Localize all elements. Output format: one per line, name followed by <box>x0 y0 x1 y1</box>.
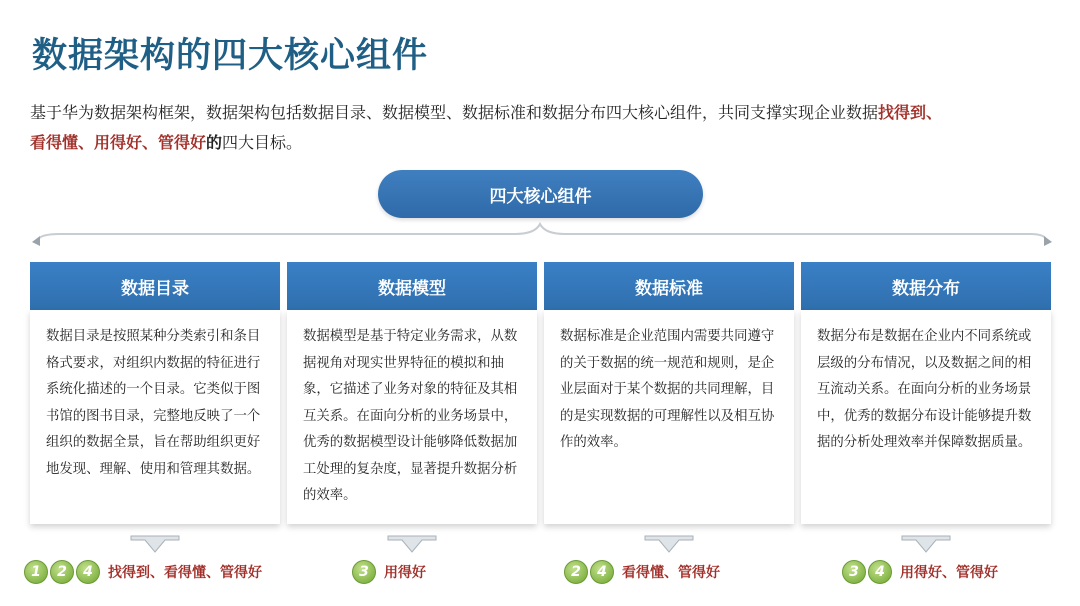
intro-text-b: 四大目标。 <box>222 133 303 152</box>
goal-row-model <box>352 560 426 584</box>
goal-text: 找得到、看得懂、管得好 <box>108 565 262 581</box>
column-data-standard <box>544 262 794 524</box>
column-body: 数据标准是企业范围内需要共同遵守的关于数据的统一规范和规则，是企业层面对于某个数据的共同理解，目的是实现数据的可理解性以及相互协作的效率。 <box>544 310 794 524</box>
intro-highlight-2: 看得懂、用得好、管得好 <box>30 133 207 152</box>
intro-paragraph <box>30 98 1060 158</box>
goal-number-badge: 4 <box>76 560 100 584</box>
goal-row-standard <box>564 560 720 584</box>
brace-connector <box>0 218 1080 258</box>
goal-number-badge: 2 <box>50 560 74 584</box>
column-header: 数据分布 <box>801 262 1051 310</box>
column-body: 数据目录是按照某种分类索引和条目格式要求，对组织内数据的特征进行系统化描述的一个目录。它类似于图书馆的图书目录，完整地反映了一个组织的数据全景，旨在帮助组织更好地发现、理解、使用和管理其数据。 <box>30 310 280 524</box>
column-body: 数据模型是基于特定业务需求，从数据视角对现实世界特征的模拟和抽象，它描述了业务对象的特征及其相互关系。在面向分析的业务场景中，优秀的数据模型设计能够降低数据加工处理的复杂度，显著提升数据分析的效率。 <box>287 310 537 524</box>
goal-text: 看得懂、管得好 <box>622 565 720 581</box>
goal-text: 用得好、管得好 <box>900 565 998 581</box>
down-arrow-icon <box>639 534 699 554</box>
goal-number-badge: 2 <box>564 560 588 584</box>
down-arrow-icon <box>896 534 956 554</box>
column-header: 数据目录 <box>30 262 280 310</box>
core-components-pill: 四大核心组件 <box>378 170 703 218</box>
intro-text-a: 基于华为数据架构框架，数据架构包括数据目录、数据模型、数据标准和数据分布四大核心组件，共同支撑实现企业数据 <box>30 103 879 122</box>
down-arrow-icon <box>382 534 442 554</box>
down-arrow-icon <box>125 534 185 554</box>
column-body: 数据分布是数据在企业内不同系统或层级的分布情况，以及数据之间的相互流动关系。在面向分析的业务场景中，优秀的数据分布设计能够提升数据的分析处理效率并保障数据质量。 <box>801 310 1051 524</box>
page-title: 数据架构的四大核心组件 <box>32 36 429 76</box>
goal-number-badge: 4 <box>590 560 614 584</box>
goal-text: 用得好 <box>384 565 426 581</box>
goal-number-badge: 3 <box>842 560 866 584</box>
column-data-distribution <box>801 262 1051 524</box>
goal-row-catalog <box>24 560 262 584</box>
goal-number-badge: 4 <box>868 560 892 584</box>
intro-highlight-1: 找得到、 <box>878 103 943 122</box>
goal-number-badge: 1 <box>24 560 48 584</box>
column-data-model <box>287 262 537 524</box>
intro-bold-de: 的 <box>206 133 223 152</box>
column-header: 数据模型 <box>287 262 537 310</box>
column-header: 数据标准 <box>544 262 794 310</box>
goal-number-badge: 3 <box>352 560 376 584</box>
column-data-catalog <box>30 262 280 524</box>
goal-row-distribution <box>842 560 998 584</box>
